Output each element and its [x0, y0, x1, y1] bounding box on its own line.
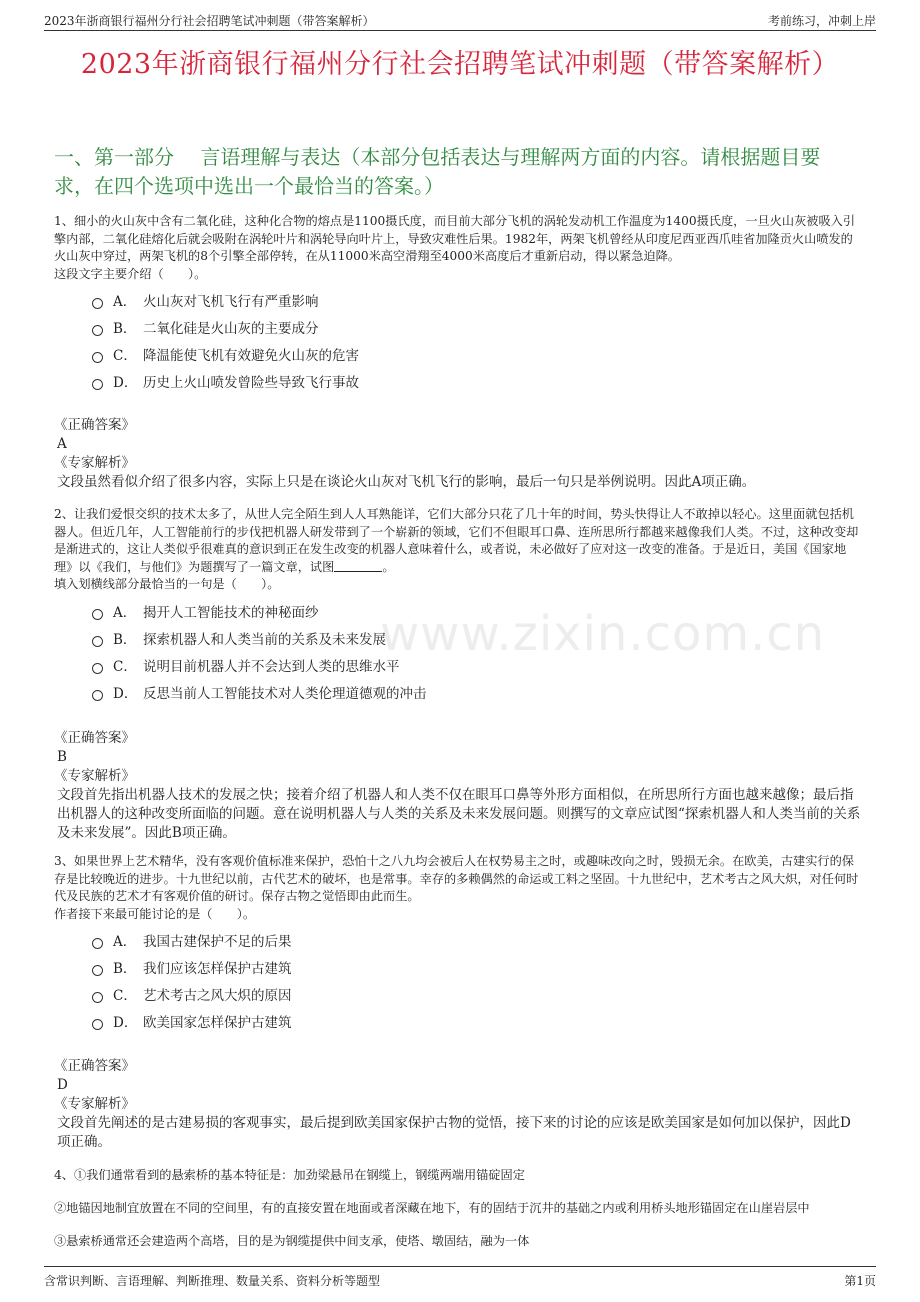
radio-icon[interactable]: [92, 965, 103, 976]
question-stem: 1、细小的火山灰中含有二氧化硅，这种化合物的熔点是1100摄氏度，而目前大部分飞机的涡轮发动机工作温度为1400摄氏度，一旦火山灰被吸入引擎内部，二氧化硅熔化后就会吸附在涡轮叶片和涡轮导向叶片上，导致灾难性后果。1982年，两架飞机曾经从印度尼西亚西爪哇省加隆贡火山喷发的火山灰中穿过，两架飞机的8个引擎全部停转，在从11000米高空滑翔至4000米高度后才重新启动，得以紧急迫降。: [54, 214, 856, 263]
fill-blank: [334, 559, 382, 572]
option-c[interactable]: C． 艺术考古之风大炽的原因: [92, 983, 864, 1010]
radio-icon[interactable]: [92, 938, 103, 949]
option-d[interactable]: D． 欧美国家怎样保护古建筑: [92, 1010, 864, 1037]
question-1: [54, 213, 864, 397]
radio-icon[interactable]: [92, 325, 103, 336]
header-doc-title: 2023年浙商银行福州分行社会招聘笔试冲刺题（带答案解析）: [44, 14, 375, 28]
answer-label: 《正确答案》: [54, 730, 135, 746]
document-title: 2023年浙商银行福州分行社会招聘笔试冲刺题（带答案解析）: [80, 49, 840, 80]
radio-icon[interactable]: [92, 609, 103, 620]
analysis-text: 文段虽然看似介绍了很多内容，实际上只是在谈论火山灰对飞机飞行的影响，最后一句只是举例说明。因此A项正确。: [57, 474, 756, 490]
question-prompt: 作者接下来最可能讨论的是（ ）。: [54, 906, 256, 921]
question-4-sentence-2: ②地锚因地制宜放置在不同的空间里，有的直接安置在地面或者深藏在地下，有的固结于沉井的基础之内或利用桥头地形锚固定在山崖岩层中: [54, 1201, 810, 1215]
correct-answer: B: [57, 749, 67, 765]
page-header: [44, 10, 876, 31]
radio-icon[interactable]: [92, 690, 103, 701]
option-b[interactable]: B． 探索机器人和人类当前的关系及未来发展: [92, 627, 864, 654]
section-heading: 一、第一部分 言语理解与表达（本部分包括表达与理解两方面的内容。请根据题目要求，在四个选项中选出一个最恰当的答案。）: [54, 145, 821, 198]
radio-icon[interactable]: [92, 663, 103, 674]
analysis-label: 《专家解析》: [54, 768, 135, 784]
option-d[interactable]: D． 历史上火山喷发曾险些导致飞行事故: [92, 370, 864, 397]
analysis-text: 文段首先指出机器人技术的发展之快；接着介绍了机器人和人类不仅在眼耳口鼻等外形方面相似，在所思所行方面也越来越像；最后指出机器人的这种改变所面临的问题。意在说明机器人与人类的关系及未来发展问题。则撰写的文章应试图“探索机器人和人类当前的关系及未来发展”。因此B项正确。: [57, 787, 861, 841]
question-4-sentence-3: ③悬索桥通常还会建造两个高塔，目的是为钢缆提供中间支承，使塔、墩固结，融为一体: [54, 1234, 530, 1248]
header-slogan: 考前练习，冲刺上岸: [767, 14, 876, 28]
footer-note: 含常识判断、言语理解、判断推理、数量关系、资料分析等题型: [44, 1274, 381, 1288]
question-prompt: 填入划横线部分最恰当的一句是（ ）。: [54, 577, 280, 591]
radio-icon[interactable]: [92, 379, 103, 390]
option-a[interactable]: A． 火山灰对飞机飞行有严重影响: [92, 289, 864, 316]
question-prompt: 这段文字主要介绍（ ）。: [54, 266, 207, 281]
radio-icon[interactable]: [92, 352, 103, 363]
radio-icon[interactable]: [92, 1019, 103, 1030]
question-stem: 2、让我们爱恨交织的技术太多了，从世人完全陌生到人人耳熟能详，它们大部分只花了几十年的时间，势头快得让人不敢掉以轻心。这里面就包括机器人。但近几年，人工智能前行的步伐把机器人研发带到了一个崭新的领域，它们不但眼耳口鼻、连所思所行都越来越像我们人类。不过，这种改变却是渐进式的，这让人类似乎很难真的意识到正在发生改变的机器人意味着什么，或者说，未必做好了应对这一改变的准备。于是近日，美国《国家地理》以《我们，与他们》为题撰写了一篇文章，试图 。: [54, 507, 859, 574]
analysis-text: 文段首先阐述的是古建易损的客观事实，最后提到欧美国家保护古物的觉悟，接下来的讨论的应该是欧美国家是如何加以保护，因此D项正确。: [57, 1115, 851, 1150]
option-a[interactable]: A． 揭开人工智能技术的神秘面纱: [92, 600, 864, 627]
option-b[interactable]: B． 我们应该怎样保护古建筑: [92, 956, 864, 983]
question-3: [54, 853, 864, 1037]
analysis-label: 《专家解析》: [54, 1096, 135, 1112]
answer-label: 《正确答案》: [54, 417, 135, 433]
option-list: [92, 289, 864, 397]
correct-answer: D: [57, 1077, 68, 1093]
option-list: [92, 600, 864, 708]
option-c[interactable]: C． 说明目前机器人并不会达到人类的思维水平: [92, 654, 864, 681]
radio-icon[interactable]: [92, 636, 103, 647]
option-d[interactable]: D． 反思当前人工智能技术对人类伦理道德观的冲击: [92, 681, 864, 708]
answer-label: 《正确答案》: [54, 1058, 135, 1074]
analysis-label: 《专家解析》: [54, 455, 135, 471]
option-b[interactable]: B． 二氧化硅是火山灰的主要成分: [92, 316, 864, 343]
correct-answer: A: [57, 436, 67, 452]
option-list: [92, 929, 864, 1037]
question-4-sentence-1: 4、①我们通常看到的悬索桥的基本特征是：加劲梁悬吊在钢缆上，钢缆两端用锚碇固定: [54, 1168, 525, 1182]
answer-block-1: [54, 416, 864, 492]
radio-icon[interactable]: [92, 298, 103, 309]
option-c[interactable]: C． 降温能使飞机有效避免火山灰的危害: [92, 343, 864, 370]
page-footer: [44, 1266, 876, 1291]
question-stem: 3、如果世界上艺术精华，没有客观价值标准来保护，恐怕十之八九均会被后人在权势易主之时，或趣味改向之时，毁损无余。在欧美，古建实行的保存是比较晚近的进步。十九世纪以前，古代艺术的破坏，也是常事。幸存的多赖偶然的命运或工料之坚固。十九世纪中，艺术考古之风大炽，对任何时代及民族的艺术才有客观价值的研讨。保存古物之觉悟即由此而生。: [54, 854, 859, 903]
radio-icon[interactable]: [92, 992, 103, 1003]
page-number: 第1页: [844, 1274, 876, 1288]
option-a[interactable]: A． 我国古建保护不足的后果: [92, 929, 864, 956]
answer-block-2: [54, 729, 864, 843]
question-2: [54, 506, 864, 708]
answer-block-3: [54, 1057, 864, 1152]
watermark: www.zixin.com.cn: [380, 606, 826, 662]
